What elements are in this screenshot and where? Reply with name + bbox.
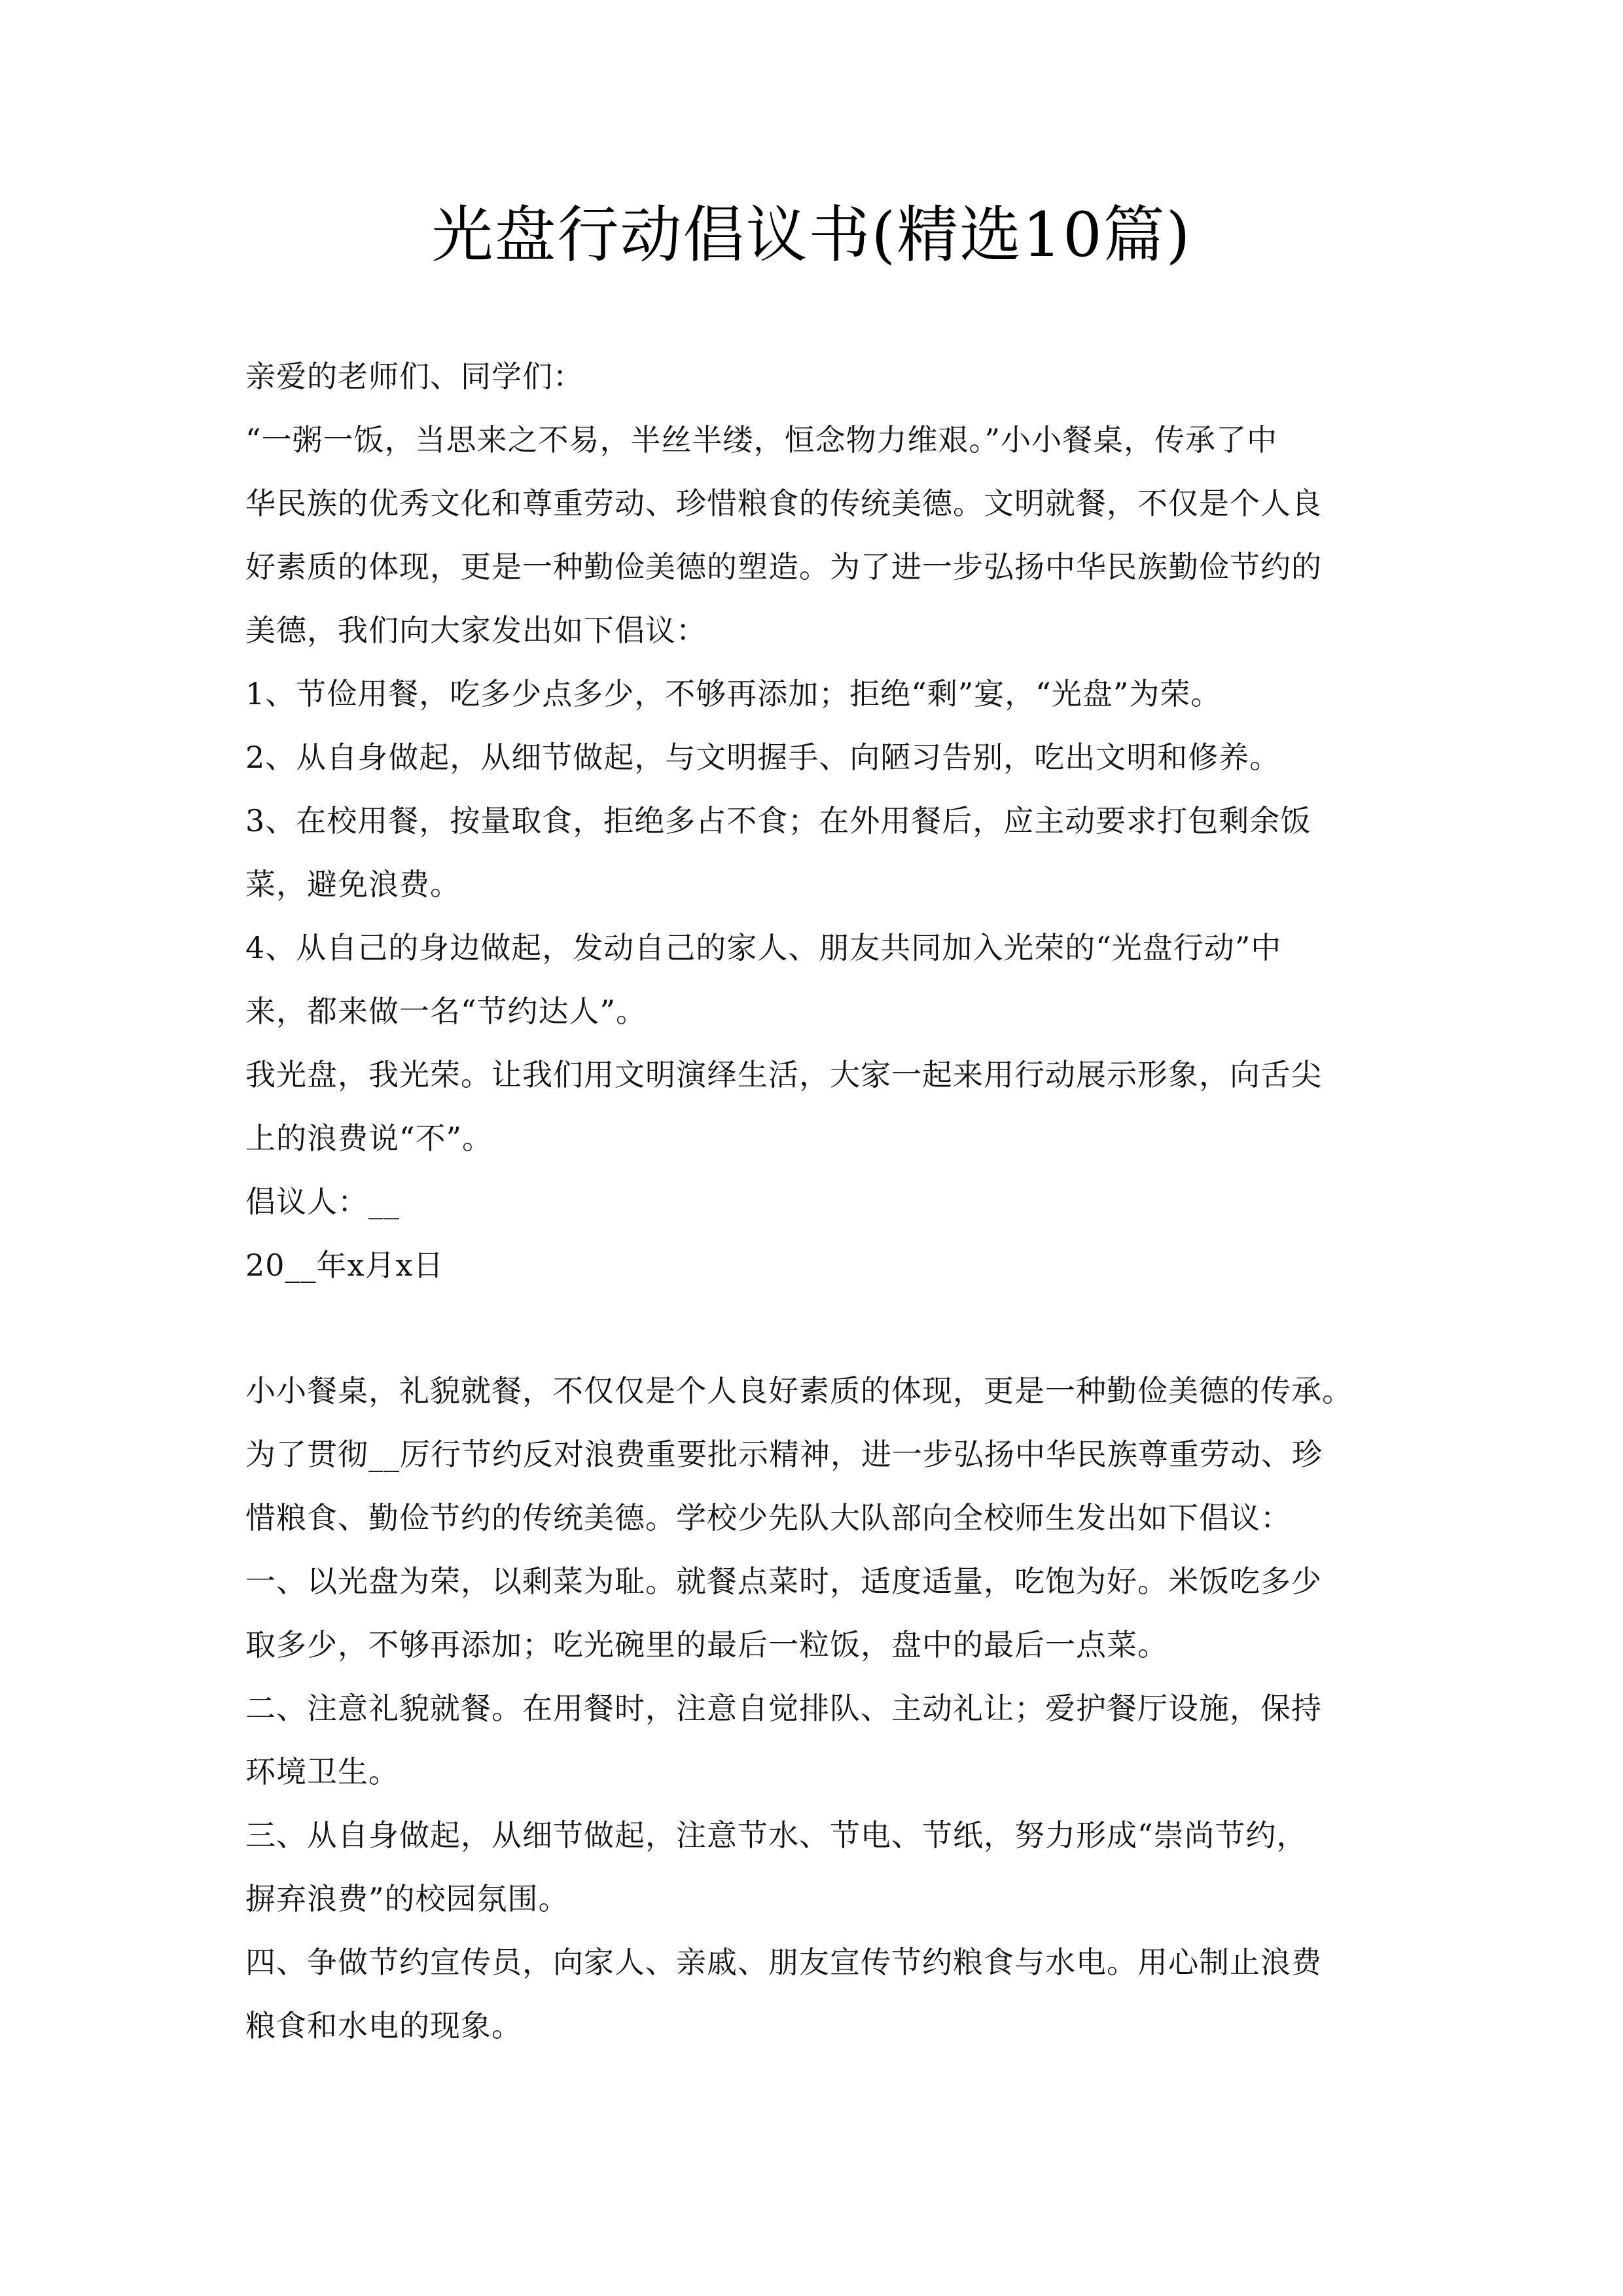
paragraph-line: 为了贯彻__厉行节约反对浪费重要批示精神，进一步弘扬中华民族尊重劳动、珍 <box>245 1437 1323 1472</box>
proposal-item-3: 三、从自身做起，从细节做起，注意节水、节电、节纸，努力形成“崇尚节约， <box>245 1818 1308 1853</box>
closing-line: 我光盘，我光荣。让我们用文明演绎生活，大家一起来用行动展示形象，向舌尖 <box>245 1057 1322 1092</box>
date-line: 20__年x月x日 <box>245 1247 444 1283</box>
proposal-item-3-cont: 菜，避免浪费。 <box>245 867 461 902</box>
paragraph-line: 小小餐桌，礼貌就餐，不仅仅是个人良好素质的体现，更是一种勤俭美德的传承。 <box>245 1373 1353 1408</box>
proposal-item-3: 3、在校用餐，按量取食，拒绝多占不食；在外用餐后，应主动要求打包剩余饭 <box>245 803 1311 838</box>
closing-line-cont: 上的浪费说“不”。 <box>245 1121 493 1156</box>
proposal-item-4-cont: 来，都来做一名“节约达人”。 <box>245 994 647 1029</box>
proposal-item-2: 二、注意礼貌就餐。在用餐时，注意自觉排队、主动礼让；爱护餐厅设施，保持 <box>245 1691 1322 1726</box>
paragraph-line: 好素质的体现，更是一种勤俭美德的塑造。为了进一步弘扬中华民族勤俭节约的 <box>245 549 1322 584</box>
signatory: 倡议人：__ <box>245 1184 400 1219</box>
paragraph-line: 美德，我们向大家发出如下倡议： <box>245 613 707 648</box>
proposal-item-3-cont: 摒弃浪费”的校园氛围。 <box>245 1881 569 1916</box>
paragraph-line: 华民族的优秀文化和尊重劳动、珍惜粮食的传统美德。文明就餐，不仅是个人良 <box>245 486 1322 521</box>
paragraph-line: “一粥一饭，当思来之不易，半丝半缕，恒念物力维艰。”小小餐桌，传承了中 <box>245 422 1278 457</box>
proposal-item-1: 1、节俭用餐，吃多少点多少，不够再添加；拒绝“剩”宴，“光盘”为荣。 <box>245 676 1222 711</box>
proposal-item-2: 2、从自身做起，从细节做起，与文明握手、向陋习告别，吃出文明和修养。 <box>245 740 1281 775</box>
paragraph-line: 惜粮食、勤俭节约的传统美德。学校少先队大队部向全校师生发出如下倡议： <box>245 1500 1291 1535</box>
proposal-item-4: 4、从自己的身边做起，发动自己的家人、朋友共同加入光荣的“光盘行动”中 <box>245 930 1282 965</box>
proposal-item-1-cont: 取多少，不够再添加；吃光碗里的最后一粒饭，盘中的最后一点菜。 <box>245 1627 1168 1662</box>
proposal-item-1: 一、以光盘为荣，以剩菜为耻。就餐点菜时，适度适量，吃饱为好。米饭吃多少 <box>245 1564 1322 1599</box>
page-title: 光盘行动倡议书(精选10篇) <box>431 200 1192 271</box>
proposal-item-2-cont: 环境卫生。 <box>245 1754 399 1789</box>
proposal-item-4-cont: 粮食和水电的现象。 <box>245 2008 522 2043</box>
salutation: 亲爱的老师们、同学们： <box>245 359 584 394</box>
proposal-item-4: 四、争做节约宣传员，向家人、亲戚、朋友宣传节约粮食与水电。用心制止浪费 <box>245 1945 1322 1980</box>
